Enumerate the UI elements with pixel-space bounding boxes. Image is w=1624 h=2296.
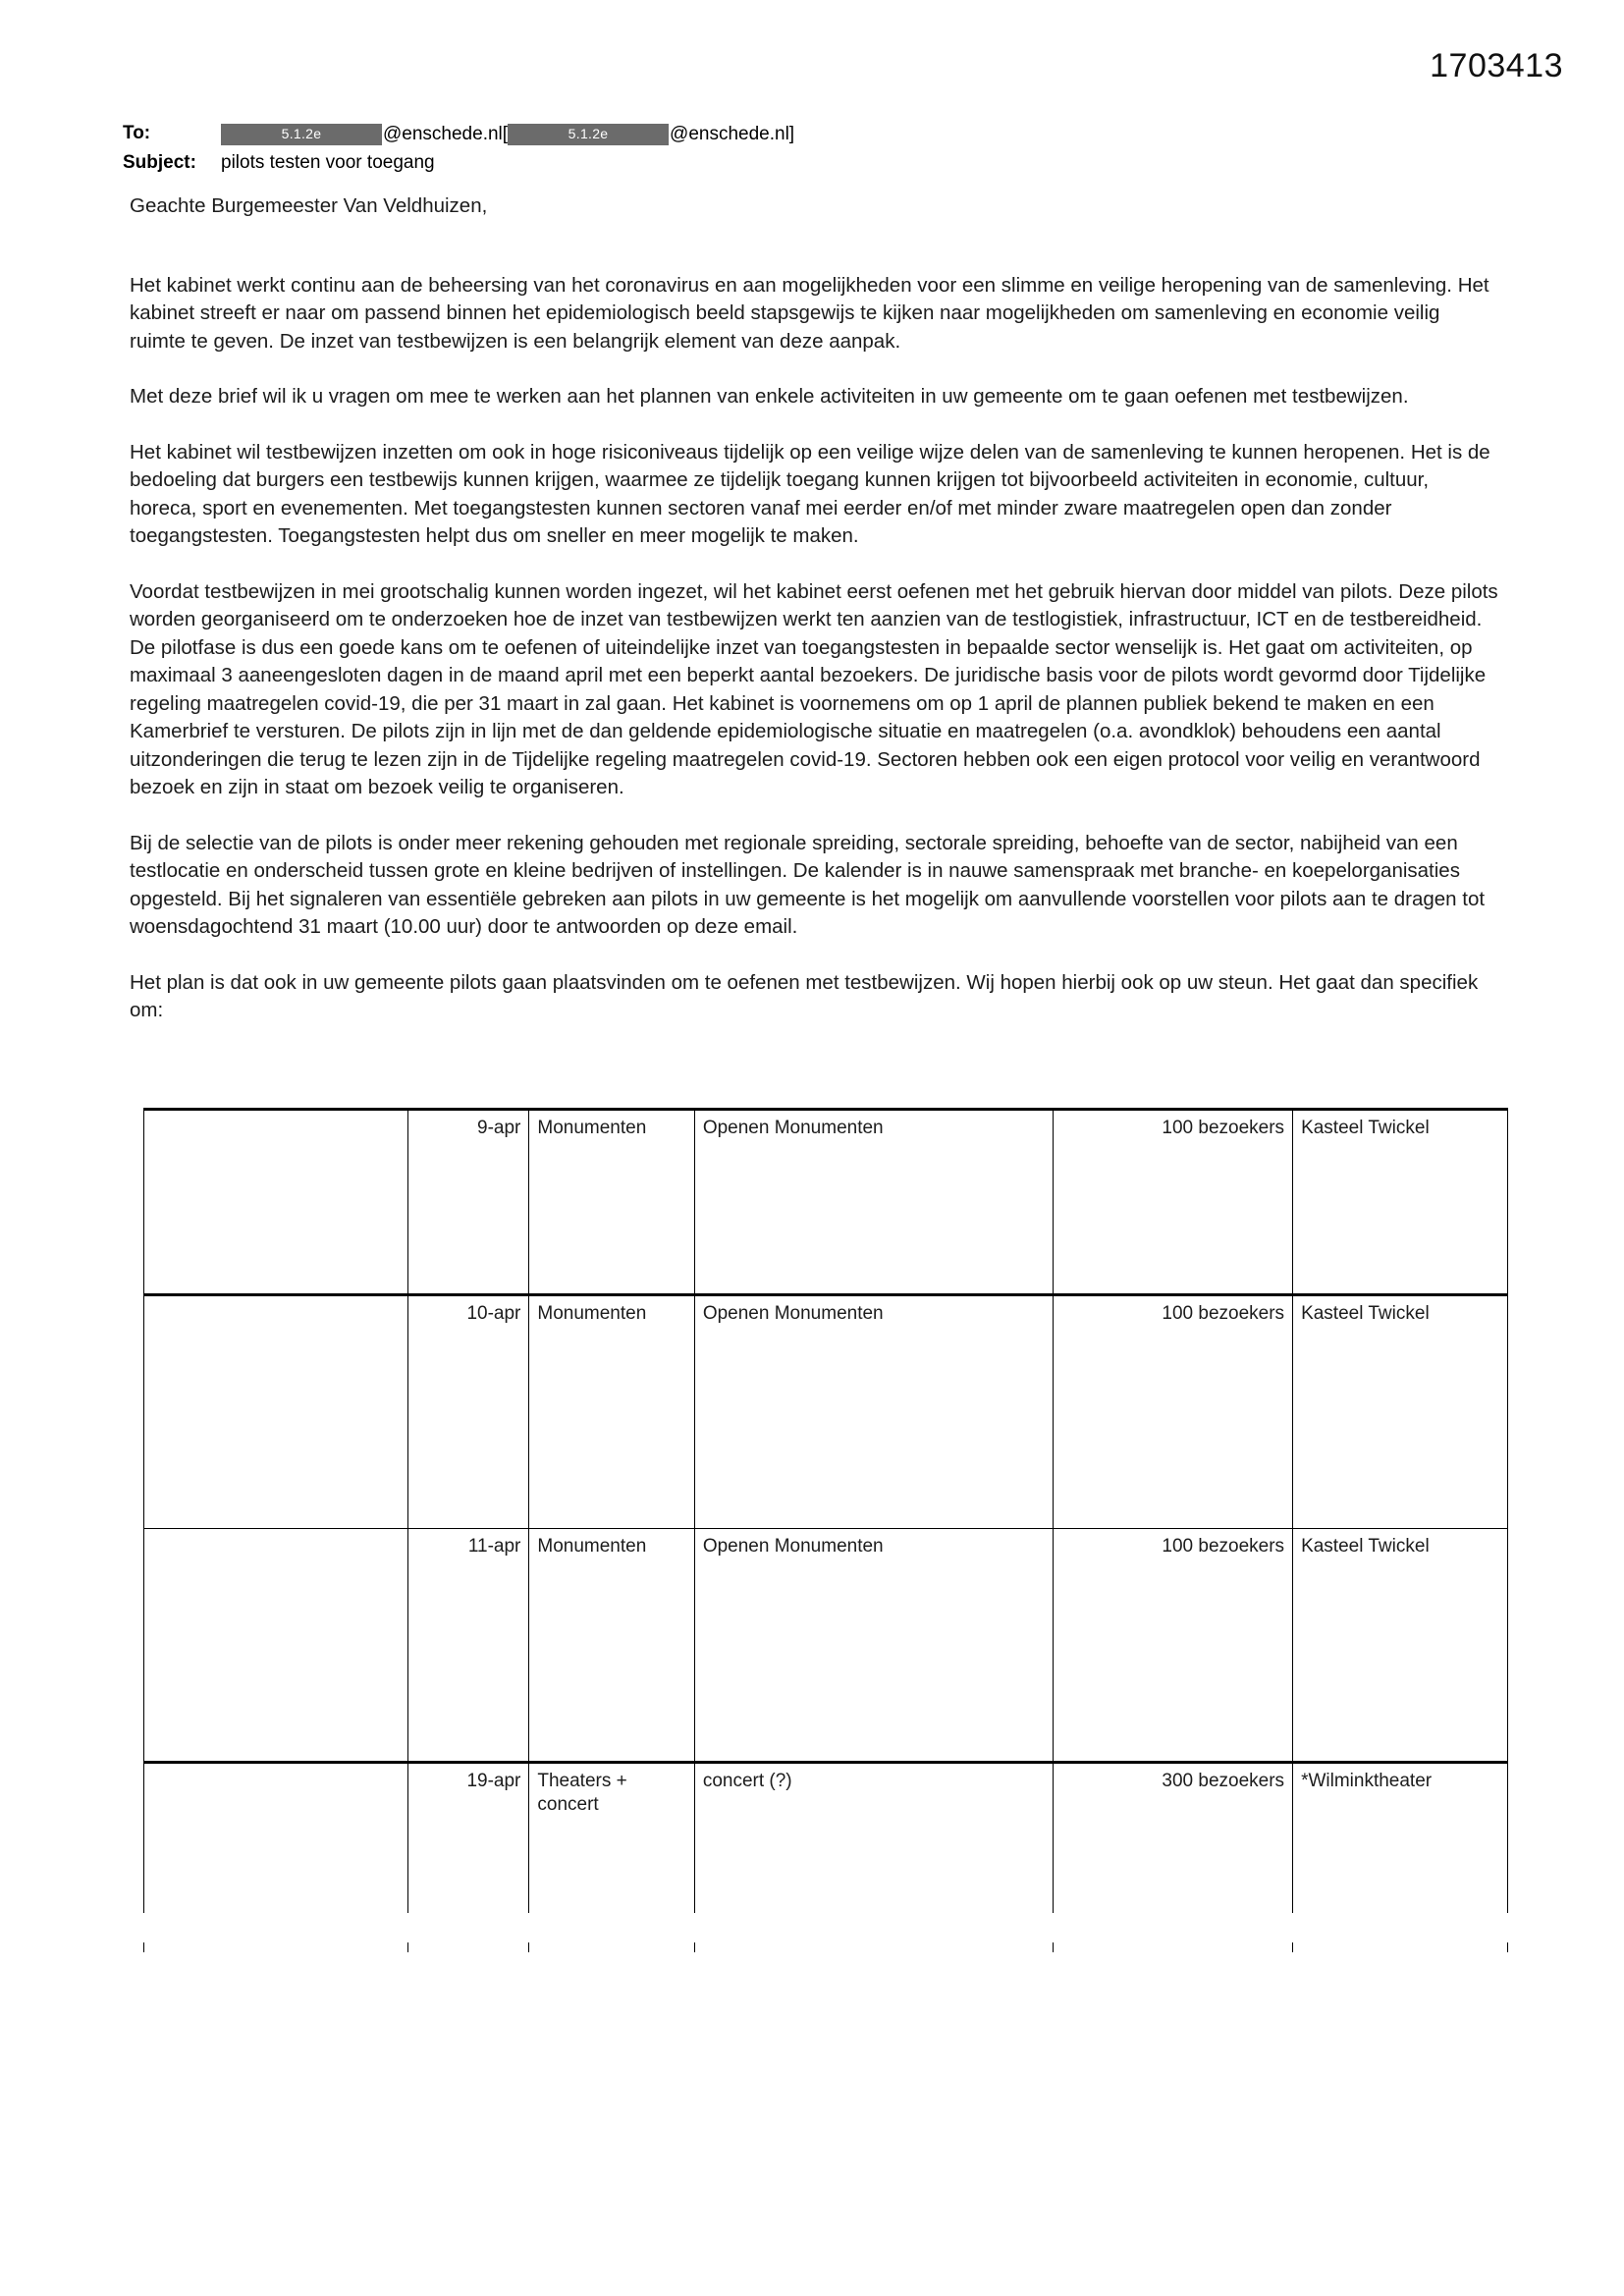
subject-label: Subject: (123, 152, 196, 173)
to-row (123, 120, 1497, 147)
cell-location: *Wilminktheater (1293, 1763, 1508, 1953)
cell-activity: concert (?) (694, 1763, 1053, 1953)
cell-capacity: 100 bezoekers (1053, 1295, 1292, 1529)
letter-body (130, 192, 1500, 1047)
table-lead-in: Het plan is dat ook in uw gemeente pilots gaan plaatsvinden om te oefenen met testbewijzen. Wij hopen hierbij ook op uw steun. Het gaat dan specifiek om: (130, 970, 1479, 1021)
cell-note (144, 1295, 408, 1529)
to-value (221, 121, 794, 147)
cell-location: Kasteel Twickel (1293, 1295, 1508, 1529)
cell-activity: Openen Monumenten (694, 1110, 1053, 1295)
to-domain-1: @enschede.nl[ (383, 124, 509, 144)
pilots-schedule-table (143, 1108, 1508, 1952)
paragraph-2: Met deze brief wil ik u vragen om mee te werken aan het plannen van enkele activiteiten in uw gemeente om te gaan oefenen met testbewijzen. (130, 385, 1409, 408)
email-header (123, 120, 1497, 176)
paragraph-1: Het kabinet werkt continu aan de beheersing van het coronavirus en aan mogelijkheden voor een slimme en veilige heropening van de samenleving. Het kabinet streeft er naar om passend binnen het epidemiologisch beeld stapsgewijs te kijken naar mogelijkheden om samenleving en economie veilig ruimte te geven. De inzet van testbewijzen is een belangrijk element van deze aanpak. (130, 273, 1489, 353)
subject-row (123, 149, 1497, 176)
redaction-badge-2: 5.1.2e (508, 124, 669, 145)
salutation: Geachte Burgemeester Van Veldhuizen, (130, 194, 488, 217)
paragraph-5: Bij de selectie van de pilots is onder meer rekening gehouden met regionale spreiding, sectorale spreiding, behoefte van de sector, nabijheid van een testlocatie en onderscheid tussen grote en kleine bedrijven of instellingen. De kalender is in nauwe samenspraak met branche- en koepelorganisaties opgesteld. Bij het signaleren van essentiële gebreken aan pilots in uw gemeente is het mogelijk om aanvullende voorstellen voor pilots aan te dragen tot woensdagochtend 31 maart (10.00 uur) door te antwoorden op deze email. (130, 831, 1486, 938)
cell-capacity: 300 bezoekers (1053, 1763, 1292, 1953)
table-row (144, 1529, 1508, 1763)
cell-date: 19-apr (408, 1763, 529, 1953)
cell-sector: Monumenten (529, 1529, 694, 1763)
table-row (144, 1295, 1508, 1529)
paragraph-3: Het kabinet wil testbewijzen inzetten om ook in hoge risiconiveaus tijdelijk op een veilige wijze delen van de samenleving te kunnen heropenen. Het is de bedoeling dat burgers een testbewijs kunnen krijgen, waarmee ze tijdelijk toegang kunnen krijgen tot bijvoorbeeld activiteiten in economie, cultuur, horeca, sport en evenementen. Met toegangstesten kunnen sectoren vanaf mei eerder en/of met minder zware maatregelen open dan zonder toegangstesten. Toegangstesten helpt dus om sneller en meer mogelijk te maken. (130, 440, 1490, 547)
cell-activity: Openen Monumenten (694, 1295, 1053, 1529)
cell-note (144, 1110, 408, 1295)
cell-sector: Theaters + concert (529, 1763, 694, 1953)
cell-capacity: 100 bezoekers (1053, 1529, 1292, 1763)
cell-date: 10-apr (408, 1295, 529, 1529)
to-label: To: (123, 123, 151, 143)
cell-date: 9-apr (408, 1110, 529, 1295)
cell-location: Kasteel Twickel (1293, 1529, 1508, 1763)
cell-activity: Openen Monumenten (694, 1529, 1053, 1763)
subject-value: pilots testen voor toegang (221, 152, 435, 173)
paragraph-4: Voordat testbewijzen in mei grootschalig kunnen worden ingezet, wil het kabinet eerst oefenen met het gebruik hiervan door middel van pilots. Deze pilots worden georganiseerd om te onderzoeken hoe de inzet van testbewijzen werkt ten aanzien van de testlogistiek, infrastructuur, ICT en de testbereidheid. De pilotfase is dus een goede kans om te oefenen of uiteindelijke inzet van toegangstesten in bepaalde sector wenselijk is. Het gaat om activiteiten, op maximaal 3 aaneengesloten dagen in de maand april met een beperkt aantal bezoekers. De juridische basis voor de pilots wordt gevormd door Tijdelijke regeling maatregelen covid-19, die per 31 maart in zal gaan. Het kabinet is voornemens om op 1 april de plannen publiek bekend te maken en een Kamerbrief te versturen. De pilots zijn in lijn met de dan geldende epidemiologische situatie en maatregelen (o.a. avondklok) behoudens een aantal uitzonderingen die terug te lezen zijn in de Tijdelijke regeling maatregelen covid-19. Sectoren hebben ook een eigen protocol voor veilig en verantwoord bezoek en zijn in staat om bezoek veilig te organiseren. (130, 579, 1498, 798)
cell-capacity: 100 bezoekers (1053, 1110, 1292, 1295)
table-clip-mask (0, 1913, 1624, 1942)
redaction-badge-1: 5.1.2e (221, 124, 382, 145)
cell-sector: Monumenten (529, 1295, 694, 1529)
cell-sector: Monumenten (529, 1110, 694, 1295)
document-number: 1703413 (1430, 47, 1563, 84)
cell-date: 11-apr (408, 1529, 529, 1763)
cell-location: Kasteel Twickel (1293, 1110, 1508, 1295)
cell-note (144, 1529, 408, 1763)
table-row (144, 1110, 1508, 1295)
to-domain-2: @enschede.nl] (670, 124, 795, 144)
